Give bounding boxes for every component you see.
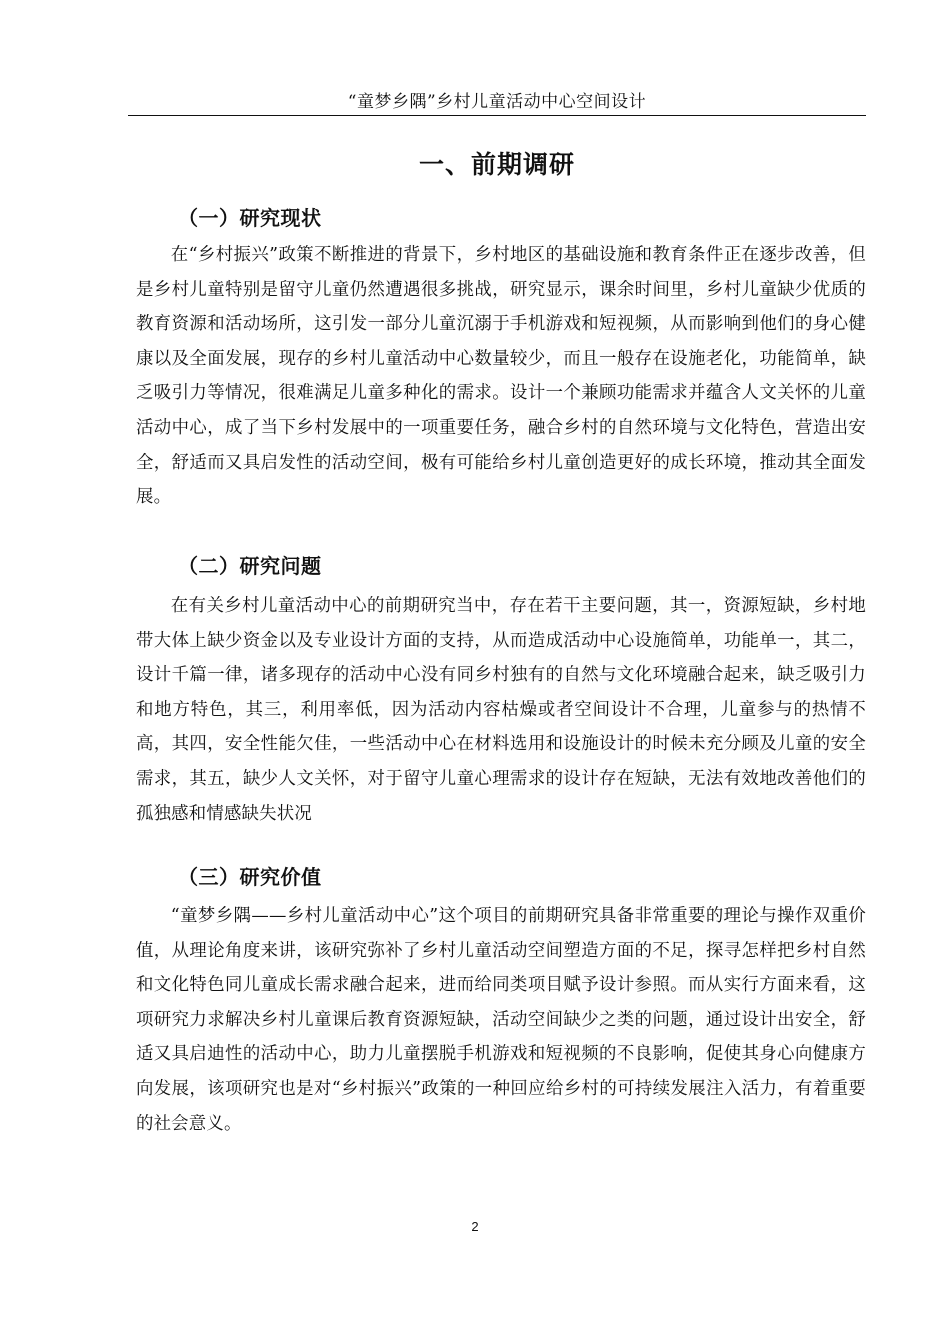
section-heading-value: （三）研究价值 bbox=[178, 865, 322, 889]
page-number: 2 bbox=[471, 1219, 479, 1234]
chapter-title: 一、前期调研 bbox=[418, 150, 575, 179]
section-body-value: “童梦乡隅——乡村儿童活动中心”这个项目的前期研究具备非常重要的理论与操作双重价值，从理论角度来讲，该研究弥补了乡村儿童活动空间塑造方面的不足，探寻怎样把乡村自然和文化特色同儿童成长需求融合起来，进而给同类项目赋予设计参照。而从实行方面来看，这项研究力求解决乡村儿童课后教育资源短缺，活动空间缺少之类的问题，通过设计出安全，舒适又具启迪性的活动中心，助力儿童摆脱手机游戏和短视频的不良影响，促使其身心向健康方向发展，该项研究也是对“乡村振兴”政策的一种回应给乡村的可持续发展注入活力，有着重要的社会意义。 bbox=[136, 906, 866, 1134]
running-header: “童梦乡隅”乡村儿童活动中心空间设计 bbox=[347, 92, 647, 112]
section-body-status: 在“乡村振兴”政策不断推进的背景下，乡村地区的基础设施和教育条件正在逐步改善，但是乡村儿童特别是留守儿童仍然遭遇很多挑战，研究显示，课余时间里，乡村儿童缺少优质的教育资源和活动场所，这引发一部分儿童沉溺于手机游戏和短视频，从而影响到他们的身心健康以及全面发展，现存的乡村儿童活动中心数量较少，而且一般存在设施老化，功能简单，缺乏吸引力等情况，很难满足儿童多种化的需求。设计一个兼顾功能需求并蕴含人文关怀的儿童活动中心，成了当下乡村发展中的一项重要任务，融合乡村的自然环境与文化特色，营造出安全，舒适而又具启发性的活动空间，极有可能给乡村儿童创造更好的成长环境，推动其全面发展。 bbox=[136, 245, 866, 508]
section-heading-problems: （二）研究问题 bbox=[178, 554, 322, 578]
section-body-problems: 在有关乡村儿童活动中心的前期研究当中，存在若干主要问题，其一，资源短缺，乡村地带大体上缺少资金以及专业设计方面的支持，从而造成活动中心设施简单，功能单一，其二，设计千篇一律，诸多现存的活动中心没有同乡村独有的自然与文化环境融合起来，缺乏吸引力和地方特色，其三，利用率低，因为活动内容枯燥或者空间设计不合理，儿童参与的热情不高，其四，安全性能欠佳，一些活动中心在材料选用和设施设计的时候未充分顾及儿童的安全需求，其五，缺少人文关怀，对于留守儿童心理需求的设计存在短缺，无法有效地改善他们的孤独感和情感缺失状况 bbox=[136, 596, 866, 824]
header-rule bbox=[128, 115, 866, 116]
section-heading-status: （一）研究现状 bbox=[178, 206, 322, 230]
